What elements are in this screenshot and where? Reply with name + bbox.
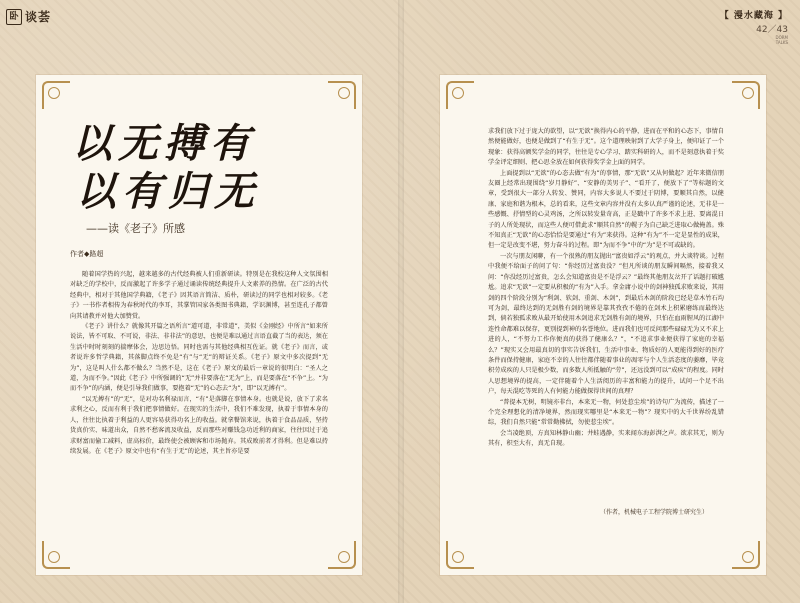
brand-mark: 卧 <box>6 9 22 25</box>
paragraph: 上面提到以“无欲”的心态去做“有为”的事情，那“无欲”又从何做起？近年来微信朋友圈上经常出现围绕“岁月静好”、“安静的美男子”、“看开了，便放下了”等标题的文章，受到很大一部分人转发、赞同，内容大多说人不要过于阴博，要顺其自然，以健康、家庭和谐为根本，总的看来，这些文章内容并没有太多认真严谨的论述，无非是一些感慨、抒情型的心灵鸡汤，之所以转发量奇高，正是戳中了许多不求上进、要离混日子的人所处现状，而这些人便可借此求“顺其自然”的幌子为自己缺乏进取心做掩盖。殊不知真正“无欲”的心态恰恰是要通过“有为”来获得。这种“有为”不一定是显性的成果，但一定是改变不堪，努力奋斗的过程。即“为而不争”中的“为”是不可或缺的。 <box>488 169 724 250</box>
right-page-card <box>440 75 766 575</box>
paragraph: 随着国学热的兴起，越来越多的古代经典被人们重新研读。特别是在我校这种人文氛围相对缺乏的学校中，反而激起了许多学子通过诵读传统经典提升人文素养的热情。在广泛的古代经典中，相对于其他国学典籍，《老子》因其语言简洁、质朴，研读过的同学也相对较多。《老子》一书作者相传为春秋时代的李耳，其掌管国家各类图书典籍，学识渊博，甚至连孔子都曾向其请教并对他大加赞赏。 <box>70 271 328 320</box>
corner-ornament-icon <box>446 81 474 109</box>
book-spine <box>398 0 404 603</box>
left-page-card <box>36 75 362 575</box>
corner-ornament-icon <box>328 81 356 109</box>
paragraph: 求我们放下过于庞大的欲望，以“无欲”换得内心的平静，进而在平和的心态下，事情自然便能做好，也便是做到了“有生于无”。这个道理映射到了大学子身上，便印证了一个现象：获得高额奖学金的同学，往往是专心学习、踏实科研的人，而不是刻意执着于奖学金评定细则、把心思全放在如何获得奖学金上面的同学。 <box>488 128 724 167</box>
article-title <box>72 120 260 216</box>
page-numbers: 42／43 <box>756 25 788 35</box>
corner-ornament-icon <box>446 541 474 569</box>
paragraph: 会当凌绝顶，方真知林静山幽；井蛙遇静，实来闻东海彭湃之声。欲求其无，则为其有，积至大有，真无自现。 <box>488 429 724 448</box>
paragraph: “以无搏有”的“无”，是对功名利禄而言，“有”是落脚在事情本身。也就是说，放下了求名求利之心，反而有利于我们把事情做好。在现实的生活中，我们不难发现，执着于事情本身的人，往往比执着于利益的人更容易获得功名上的收益。就拿餐馆来说，执着于食品品质，坚持货真价实、味道出众，自然不愁客流及收益，反而那些对赚钱急功近利的商家，往往因过于追求财富而偷工减料，虚高标价，最终使会被顾客和市场抛弃。其成败前者才得利。但是难以持续发展。在《老子》原文中也有“有生于无”的论述，其主旨亦是要 <box>70 395 328 455</box>
paragraph: 一次与朋友闲聊，有一个很熟的朋友抛出“富贵如浮云”的观点，并大谈特谈。过程中我便不给面子的问了句：“你经历过富贵没？”但凡所谈的朋友瞬间嗝然，接着我又问：“你没经历过富贵，怎么会知道富贵是不是浮云？”最终其他朋友岔开了话题打破尴尬。追求“无欲”一定要从积极的“有为”入手。拿金庸小说中的剑神独孤求败来说，其用剑的四个阶段分别为“利剑、软剑、重剑、木剑”，到最后木剑的阶段已经是草木竹石均可为剑，最终达到的无剑胜有剑的境界是靠其孜孜不倦的在剑术上积累磨练而最终达到，倘若独孤求败从最开始使用木剑追求无剑胜有剑的境界，只怕在血雨腥风的江湖中连性命都难以保存，更别提到神的名誉地位。进而我们也可反问那些碌碌无为又不求上进的人，“不努力工作你便真的获得了健康么？”，“不追求事业便获得了家庭的幸福么？”现实又会用最真切的事实告诉我们，生活中事业、物质好的人更能得到好的医疗条件而保持健康，家庭不幸的人往往都伴随着事业的凋零与个人生活态度的萎靡，毕竟积劳成疾的人只是极少数，而多数人所抵触的“劳”，还远没到可以“成疾”的程度。同时人思想境界的提高，一定伴随着个人生活阅历的丰富和能力的提升，试问一个足不出户，每天混吃等死的人有何能力能做探得世间的真理？ <box>488 252 724 396</box>
corner-ornament-icon <box>732 81 760 109</box>
right-body-text <box>488 127 724 450</box>
column-tag: 【 漫水藏海 】 <box>719 11 788 21</box>
left-body-text <box>70 270 328 457</box>
paragraph: 《老子》讲什么？就像其开篇之语所言“道可道，非常道”，美似《金刚经》中所言“如来所说法，皆不可取、不可说，非法、非非法”的意思，也便是难以通过言语直截了当的表达，须在生活中时时刻刻的揣摩体会，边思边悟。同时也需与其他经典相互佐证。就《老子》而言，或者说许多哲学典籍，其落脚点终不免是“有”与“无”的辩证关系。《老子》原文中多次提到“无为”，这是叫人什么都不做么？当然不是，这在《老子》原文的最后一章说的很明白：“圣人之道，为而不争。”因此《老子》中所强调的“无”并非要落在“无为”上，而是要落在“不争”上。“为而不争”的内涵，便是引导我们做事，要抱着“无”的心态去“为”，即“以无搏有”。 <box>70 323 328 393</box>
article-subtitle: ——读《老子》所感 <box>86 222 185 235</box>
brand-text: 谈荟 <box>25 10 52 24</box>
small-english-label: DORM TALKS <box>775 35 788 45</box>
title-line-2: 以有归无 <box>76 168 260 215</box>
corner-ornament-icon <box>42 541 70 569</box>
corner-ornament-icon <box>328 541 356 569</box>
article-author: 作者◆路超 <box>70 250 104 258</box>
paragraph: “普提本无树，明镜亦非台，本来无一物，何处惹尘埃”的诗句广为流传，描述了一个完全理想化的清净境界，然而现实哪里是“本来无一物”？现实中的大千世界纷乱错综，我们自然只能“常常勤拂拭，勿使惹尘埃”。 <box>488 398 724 427</box>
corner-ornament-icon <box>732 541 760 569</box>
title-line-1: 以无搏有 <box>72 120 256 167</box>
corner-ornament-icon <box>42 81 70 109</box>
author-signature: （作者，机械电子工程学院博士研究生） <box>600 509 709 516</box>
brand-logo <box>6 8 51 25</box>
